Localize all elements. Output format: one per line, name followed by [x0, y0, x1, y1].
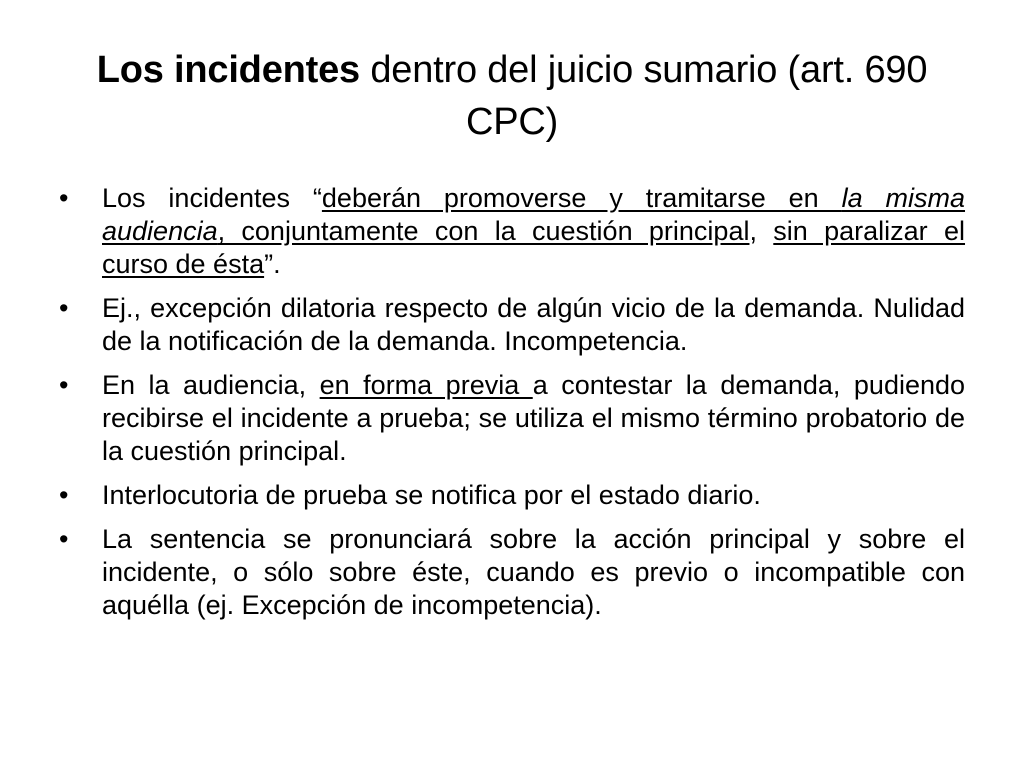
bullet-1-text-c: ”. — [264, 249, 281, 279]
bullet-item-1 — [55, 182, 965, 281]
bullet-1-underlined-b: , conjuntamente con la cuestión principal — [217, 216, 750, 246]
bullet-item-2 — [55, 292, 965, 358]
bullet-2-text: Ej., excepción dilatoria respecto de algún vicio de la demanda. Nulidad de la notificación de la demanda. Incompetencia. — [102, 293, 965, 356]
bullet-3-text-b: a contestar la demanda, pudiendo recibirse el incidente a prueba; se utiliza el mismo término probatorio de la cuestión principal. — [102, 370, 966, 466]
slide-title — [70, 44, 954, 148]
bullet-3-text-a: En la audiencia, — [102, 370, 320, 400]
bullet-1-text-a: Los incidentes “ — [102, 183, 322, 213]
bullet-list — [55, 182, 965, 633]
bullet-3-underlined: en forma previa — [319, 370, 533, 400]
slide-title-bold: Los incidentes — [96, 49, 360, 91]
bullet-1-underlined-c: sin paralizar el curso de ésta — [102, 216, 966, 279]
bullet-item-4 — [55, 479, 965, 512]
bullet-1-underlined-a: deberán promoverse y tramitarse en — [321, 183, 842, 213]
bullet-item-3 — [55, 369, 965, 468]
bullet-5-text: La sentencia se pronunciará sobre la acción principal y sobre el incidente, o sólo sobre éste, cuando es previo o incompatible con aquélla (ej. Excepción de incompetencia). — [102, 524, 965, 620]
slide-title-rest: dentro del juicio sumario (art. 690 CPC) — [359, 49, 928, 143]
bullet-1-italic-underlined: la misma audiencia — [102, 183, 966, 246]
bullet-1-text-b: , — [749, 216, 774, 246]
bullet-item-5 — [55, 523, 965, 622]
bullet-4-text: Interlocutoria de prueba se notifica por el estado diario. — [102, 480, 761, 510]
